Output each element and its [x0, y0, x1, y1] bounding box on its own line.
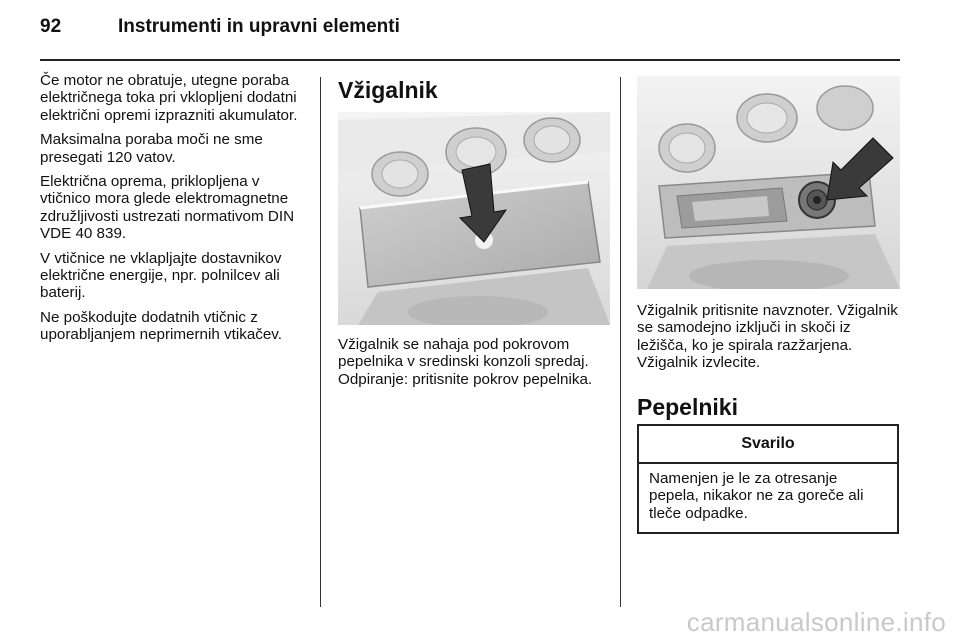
section-heading-ashtrays: Pepelniki	[637, 394, 738, 420]
paragraph: V vtičnice ne vklapljajte dostavnikov električne energije, npr. polnilcev ali baterij.	[40, 249, 282, 302]
column-divider-left	[320, 77, 321, 607]
section-heading-lighter: Vžigalnik	[338, 77, 438, 103]
warning-title: Svarilo	[639, 426, 897, 464]
column-divider-right	[620, 77, 621, 607]
warning-box	[637, 424, 899, 534]
paragraph: Električna oprema, priklopljena v vtičnico mora glede elektromagnetne združljivosti ustrezati normativom DIN VDE 40 839.	[40, 173, 295, 243]
lighter-use-caption: Vžigalnik pritisnite navznoter. Vžigalnik se samodejno izključi in skoči iz ležišča, ko je spirala razžarjena. Vžigalnik izvlecite.	[637, 302, 898, 372]
chapter-title: Instrumenti in upravni elementi	[118, 16, 400, 37]
paragraph: Maksimalna poraba moči ne sme presegati 120 vatov.	[40, 131, 263, 166]
paragraph: Ne poškodujte dodatnih vtičnic z uporabljanjem neprimernih vtikačev.	[40, 308, 282, 344]
lighter-press-illustration	[637, 76, 900, 289]
watermark: carmanualsonline.info	[686, 607, 946, 637]
warning-text: Namenjen je le za otresanje pepela, nikakor ne za goreče ali tleče odpadke.	[649, 470, 864, 522]
header-rule	[40, 59, 900, 61]
lighter-caption: Vžigalnik se nahaja pod pokrovom pepelnika v sredinski konzoli spredaj. Odpiranje: pritisnite pokrov pepelnika.	[338, 336, 593, 388]
left-column	[40, 72, 308, 351]
paragraph: Če motor ne obratuje, utegne poraba električnega toka pri vklopljeni dodatni električni opremi izprazniti akumulator.	[40, 72, 298, 124]
lighter-cover-illustration	[338, 112, 610, 325]
page-number: 92	[40, 16, 62, 37]
